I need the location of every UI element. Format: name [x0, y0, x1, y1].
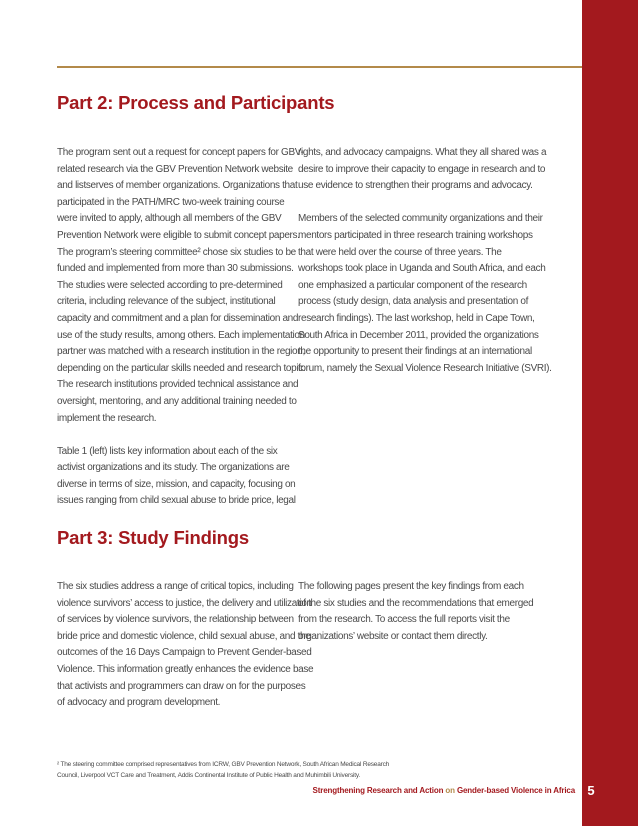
text-line: from the research. To access the full reports visit the — [298, 614, 510, 626]
text-line: of advocacy and program development. — [57, 697, 221, 709]
text-line: implement the research. — [57, 412, 157, 424]
paragraph — [57, 145, 306, 427]
text-line: outcomes of the 16 Days Campaign to Prevent Gender-based — [57, 647, 312, 659]
text-line: partner was matched with a research institution in the region, — [57, 346, 305, 358]
text-line: organizations’ website or contact them directly. — [298, 630, 488, 642]
text-line: capacity and commitment and a plan for dissemination and — [57, 312, 299, 324]
text-line: The six studies address a range of critical topics, including — [57, 581, 294, 592]
text-line: of services by violence survivors, the relationship between — [57, 614, 294, 626]
text-line: Members of the selected community organizations and their — [298, 213, 543, 225]
text-line: The program’s steering committee² chose six studies to be — [57, 246, 296, 258]
text-line: workshops took place in Uganda and South Africa, and each — [298, 263, 546, 275]
footnote-line: ² The steering committee comprised representatives from ICRW, GBV Prevention Network, South African Medical Research — [57, 761, 390, 768]
text-line: rights, and advocacy campaigns. What they all shared was a — [298, 147, 547, 158]
text-line: The following pages present the key findings from each — [298, 581, 524, 592]
text-line: funded and implemented from more than 30 submissions. — [57, 263, 294, 275]
paragraph — [298, 211, 578, 377]
part3-left-column — [57, 579, 314, 712]
footnote — [57, 760, 427, 781]
part3-heading: Part 3: Study Findings — [57, 527, 249, 548]
part2-right-column — [298, 145, 578, 377]
text-line: research findings). The last workshop, held in Cape Town, — [298, 312, 535, 324]
part3-right-column — [298, 579, 578, 645]
part2-left-column — [57, 145, 306, 510]
text-line: were invited to apply, although all members of the GBV — [57, 213, 282, 225]
text-line: Prevention Network were eligible to submit concept papers. — [57, 229, 300, 241]
part2-heading: Part 2: Process and Participants — [57, 92, 335, 113]
text-line: process (study design, data analysis and presentation of — [298, 296, 528, 308]
footer-title-part-a: Strengthening Research and Action — [312, 786, 444, 795]
text-line: one emphasized a particular component of the research — [298, 279, 527, 291]
running-footer — [300, 786, 575, 795]
paragraph — [298, 579, 578, 645]
text-line: The studies were selected according to pre-determined — [57, 279, 283, 291]
text-line: diverse in terms of size, mission, and capacity, focusing on — [57, 478, 296, 490]
text-line: violence survivors’ access to justice, the delivery and utilization — [57, 597, 312, 609]
text-line: that activists and programmers can draw on for the purposes — [57, 680, 306, 692]
text-line: The program sent out a request for concept papers for GBV- — [57, 147, 304, 158]
text-line: the opportunity to present their findings at an international — [298, 346, 532, 358]
text-line: activist organizations and its study. The organizations are — [57, 462, 290, 474]
text-line: and listserves of member organizations. Organizations that — [57, 180, 298, 192]
text-line: desire to improve their capacity to engage in research and to — [298, 163, 546, 175]
footer-title-part-b: on — [443, 786, 457, 795]
text-line: bride price and domestic violence, child sexual abuse, and the — [57, 630, 311, 642]
text-line: participated in the PATH/MRC two-week training course — [57, 196, 285, 208]
text-line: forum, namely the Sexual Violence Research Initiative (SVRI). — [298, 362, 552, 374]
text-line: of the six studies and the recommendations that emerged — [298, 597, 534, 609]
text-line: issues ranging from child sexual abuse to bride price, legal — [57, 495, 296, 507]
text-line: Table 1 (left) lists key information about each of the six — [57, 445, 278, 457]
text-line: Violence. This information greatly enhances the evidence base — [57, 663, 314, 675]
paragraph — [298, 145, 578, 195]
text-line: mentors participated in three research training workshops — [298, 229, 533, 241]
footnote-line: Council, Liverpool VCT Care and Treatment, Addis Continental Institute of Public Health and Muhimbili University. — [57, 771, 361, 779]
text-line: that were held over the course of three years. The — [298, 246, 502, 258]
text-line: oversight, mentoring, and any additional training needed to — [57, 395, 297, 407]
top-rule — [57, 66, 582, 68]
text-line: use evidence to strengthen their programs and advocacy. — [298, 180, 533, 192]
paragraph — [57, 444, 296, 510]
text-line: The research institutions provided technical assistance and — [57, 379, 299, 391]
text-line: depending on the particular skills needed and research topic. — [57, 362, 306, 374]
text-line: South Africa in December 2011, provided the organizations — [298, 329, 539, 341]
text-line: criteria, including relevance of the subject, institutional — [57, 296, 276, 308]
text-line: related research via the GBV Prevention Network website — [57, 163, 293, 175]
page-number: 5 — [587, 783, 595, 798]
paragraph — [57, 579, 314, 712]
text-line: use of the study results, among others. Each implementation — [57, 329, 305, 341]
page-edge-color-bar — [582, 0, 638, 826]
footer-title-part-c: Gender-based Violence in Africa — [456, 786, 575, 795]
